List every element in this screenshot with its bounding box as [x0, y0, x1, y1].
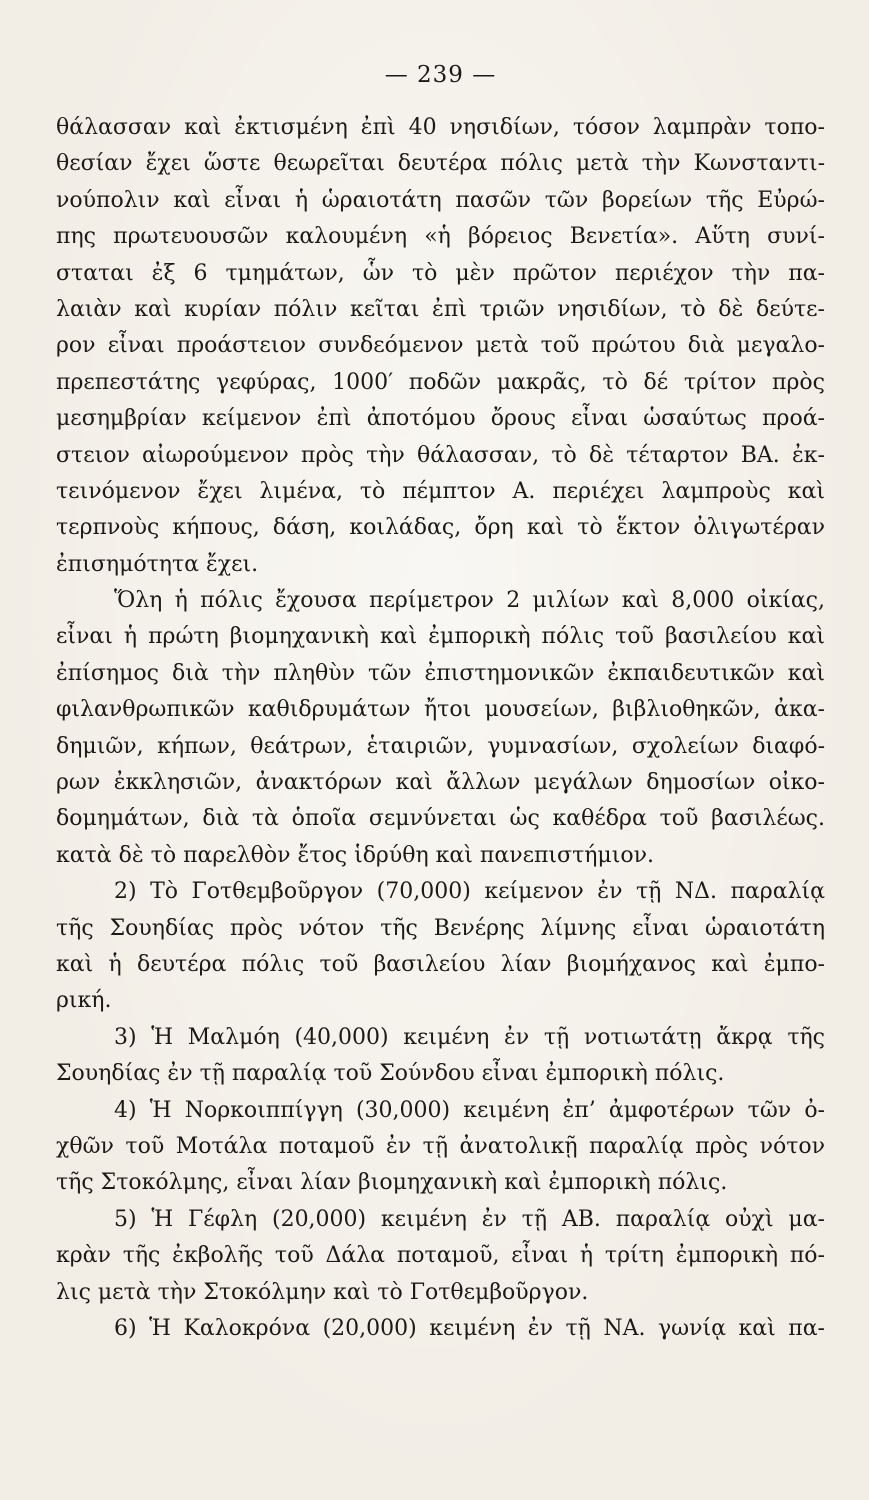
- text-line: στειον αἰωρούμενον πρὸς τὴν θάλασσαν, τὸ δὲ τέταρτον ΒΑ. ἐκ-: [56, 442, 825, 468]
- text-line: λαιὰν καὶ κυρίαν πόλιν κεῖται ἐπὶ τριῶν νησιδίων, τὸ δὲ δεύτε-: [56, 296, 825, 322]
- text-line: κατὰ δὲ τὸ παρελθὸν ἔτος ἱδρύθη καὶ πανεπιστήμιον.: [56, 842, 654, 868]
- text-line: εἶναι ἡ πρώτη βιομηχανικὴ καὶ ἐμπορικὴ πόλις τοῦ βασιλείου καὶ: [56, 624, 825, 650]
- text-line: ἐπισημότητα ἔχει.: [56, 551, 259, 577]
- text-line: σταται ἐξ 6 τμημάτων, ὧν τὸ μὲν πρῶτον περιέχον τὴν πα-: [56, 260, 825, 286]
- text-line: Ὅλη ἡ πόλις ἔχουσα περίμετρον 2 μιλίων καὶ 8,000 οἰκίας,: [114, 588, 825, 614]
- text-line: πρεπεστάτης γεφύρας, 1000′ ποδῶν μακρᾶς, τὸ δέ τρίτον πρὸς: [56, 369, 825, 395]
- text-line: 6) Ἡ Καλοκρόνα (20,000) κειμένη ἐν τῇ ΝΑ. γωνίᾳ καὶ πα-: [114, 1315, 825, 1341]
- text-line: 5) Ἡ Γέφλη (20,000) κειμένη ἐν τῇ ΑΒ. παραλίᾳ οὐχὶ μα-: [114, 1206, 825, 1232]
- text-line: ρική.: [56, 988, 112, 1014]
- text-line: 3) Ἡ Μαλμόη (40,000) κειμένη ἐν τῇ νοτιωτάτῃ ἄκρᾳ τῆς: [114, 1024, 825, 1050]
- text-line: τεινόμενον ἔχει λιμένα, τὸ πέμπτον Α. περιέχει λαμπροὺς καὶ: [56, 478, 825, 504]
- text-line: τῆς Σουηδίας πρὸς νότον τῆς Βενέρης λίμνης εἶναι ὡραιοτάτη: [56, 915, 825, 941]
- text-line: θεσίαν ἔχει ὥστε θεωρεῖται δευτέρα πόλις μετὰ τὴν Κωνσταντι-: [56, 151, 825, 177]
- text-line: χθῶν τοῦ Μοτάλα ποταμοῦ ἐν τῇ ἀνατολικῇ παραλίᾳ πρὸς νότον: [56, 1133, 825, 1159]
- text-line: νούπολιν καὶ εἶναι ἡ ὡραιοτάτη πασῶν τῶν βορείων τῆς Εὐρώ-: [56, 187, 825, 213]
- text-line: δομημάτων, διὰ τὰ ὁποῖα σεμνύνεται ὡς καθέδρα τοῦ βασιλέως.: [56, 806, 825, 832]
- text-line: ρων ἐκκλησιῶν, ἀνακτόρων καὶ ἄλλων μεγάλων δημοσίων οἰκο-: [56, 770, 825, 796]
- text-line: κρὰν τῆς ἐκβολῆς τοῦ Δάλα ποταμοῦ, εἶναι ἡ τρίτη ἐμπορικὴ πό-: [56, 1243, 825, 1269]
- text-line: καὶ ἡ δευτέρα πόλις τοῦ βασιλείου λίαν βιομήχανος καὶ ἐμπο-: [56, 951, 825, 977]
- text-line: τῆς Στοκόλμης, εἶναι λίαν βιομηχανικὴ καὶ ἐμπορικὴ πόλις.: [56, 1170, 728, 1196]
- page-number: — 239 —: [384, 62, 497, 88]
- text-line: φιλανθρωπικῶν καθιδρυμάτων ἤτοι μουσείων, βιβλιοθηκῶν, ἀκα-: [56, 697, 825, 723]
- body-text: [56, 110, 825, 1347]
- text-line: ρον εἶναι προάστειον συνδεόμενον μετὰ τοῦ πρώτου διὰ μεγαλο-: [56, 333, 825, 359]
- text-line: μεσημβρίαν κείμενον ἐπὶ ἀποτόμου ὄρους εἶναι ὡσαύτως προά-: [56, 406, 825, 432]
- text-line: τερπνοὺς κήπους, δάση, κοιλάδας, ὄρη καὶ τὸ ἕκτον ὀλιγωτέραν: [56, 515, 825, 541]
- text-line: πης πρωτευουσῶν καλουμένη «ἡ βόρειος Βενετία». Αὕτη συνί-: [56, 224, 825, 250]
- text-line: 4) Ἡ Νορκοιππίγγη (30,000) κειμένη ἐπ’ ἀμφοτέρων τῶν ὀ-: [114, 1097, 825, 1123]
- text-line: ἐπίσημος διὰ τὴν πληθὺν τῶν ἐπιστημονικῶν ἐκπαιδευτικῶν καὶ: [56, 660, 825, 686]
- text-line: Σουηδίας ἐν τῇ παραλίᾳ τοῦ Σούνδου εἶναι ἐμπορικὴ πόλις.: [56, 1061, 725, 1087]
- text-line: θάλασσαν καὶ ἐκτισμένη ἐπὶ 40 νησιδίων, τόσον λαμπρὰν τοπο-: [56, 115, 825, 140]
- text-line: 2) Τὸ Γοτθεμβοῦργον (70,000) κείμενον ἐν τῇ ΝΔ. παραλίᾳ: [114, 879, 825, 905]
- text-line: δημιῶν, κήπων, θεάτρων, ἑταιριῶν, γυμνασίων, σχολείων διαφό-: [56, 733, 825, 759]
- text-line: λις μετὰ τὴν Στοκόλμην καὶ τὸ Γοτθεμβοῦργον.: [56, 1279, 589, 1305]
